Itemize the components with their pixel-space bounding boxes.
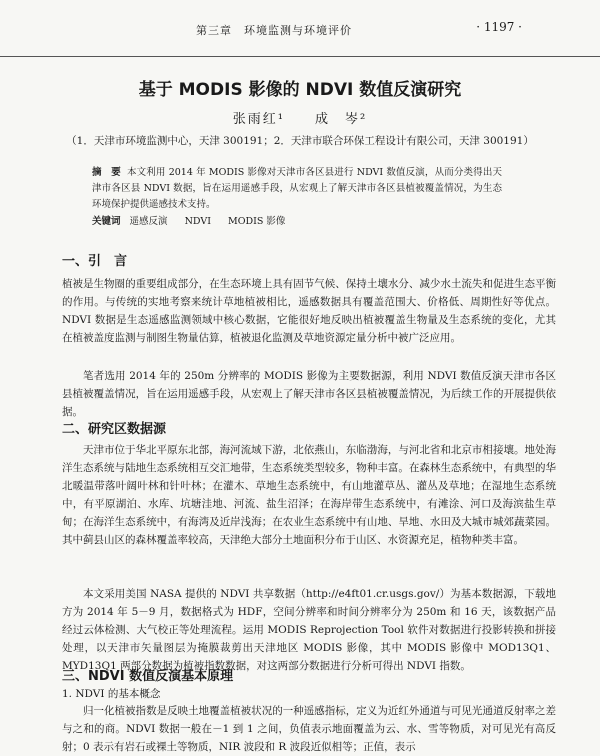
- paragraph: 植被是生物圈的重要组成部分，在生态环境上具有固节气候、保持土壤水分、减少水土流失和促进生态平衡的作用。与传统的实地考察来统计草地植被相比，遥感数据具有覆盖范围大、价格低、周期性好等优点。NDVI 数据是生态遥感监测领域中核心数据，它能很好地反映出植被覆盖生物量及生态系统的变化，尤其在植被盖度监测与制图生物量估算，植被退化监测及草地资源定量分析中被广泛应用。: [62, 278, 556, 344]
- abstract-text: 本文利用 2014 年 MODIS 影像对天津市各区县进行 NDVI 数值反演，从而分类得出天津市各区县 NDVI 数据，旨在运用遥感手段，从宏观上了解天津市各区县植被覆盖情况，为生态环境保护提供遥感技术支持。: [92, 167, 502, 210]
- keyword: MODIS 影像: [228, 216, 286, 227]
- paragraph: 笔者选用 2014 年的 250m 分辨率的 MODIS 影像为主要数据源，利用 NDVI 数值反演天津市各区县植被覆盖情况，旨在运用遥感手段，从宏观上了解天津市各区县植被覆盖情况，为后续工作的开展提供依据。: [62, 370, 556, 418]
- paragraph: 天津市位于华北平原东北部，海河流域下游，北依燕山，东临渤海，与河北省和北京市相接壤。地处海洋生态系统与陆地生态系统相互交汇地带，生态系统类型较多，物种丰富。在森林生态系统中，有典型的华北暖温带落叶阔叶林和针叶林；在灌木、草地生态系统中，有山地灌草丛、灌丛及草地；在湿地生态系统中，有平原湖泊、水库、坑塘洼地、河流、盐生沼泽；在海岸带生态系统中，有滩涂、河口及海滨盐生草甸；在海洋生态系统中，有海湾及近岸浅海；在农业生态系统中有山地、旱地、水田及大城市城郊蔬菜园。其中蓟县山区的森林覆盖率较高，天津绝大部分土地面积分布于山区、水资源充足，植物种类丰富。: [62, 444, 556, 546]
- authors: 张雨红¹ 成 岑²: [232, 112, 368, 127]
- abstract-label: 摘 要: [92, 167, 121, 178]
- page-number: · 1197 ·: [476, 20, 522, 34]
- affiliation: （1．天津市环境监测中心，天津 300191；2．天津市联合环保工程设计有限公司，天津 300191）: [66, 135, 534, 147]
- section-heading-ndvi-principle: 三、NDVI 数值反演基本原理: [62, 669, 234, 684]
- paper-title: 基于 MODIS 影像的 NDVI 数值反演研究: [138, 80, 462, 100]
- section-heading-introduction: 一、引 言: [62, 254, 128, 269]
- abstract: [92, 165, 502, 213]
- keyword: 遥感反演: [129, 216, 168, 227]
- subsection-heading: 1. NDVI 的基本概念: [62, 688, 161, 700]
- running-header: [0, 0, 600, 57]
- chapter-title: 第三章 环境监测与环境评价: [196, 24, 352, 37]
- section-heading-study-area: 二、研究区数据源: [62, 422, 167, 437]
- keywords: [92, 213, 502, 227]
- keyword: NDVI: [184, 216, 211, 227]
- keywords-label: 关键词: [92, 216, 121, 227]
- paragraph: 本文采用美国 NASA 提供的 NDVI 共享数据（http://e4ft01.cr.usgs.gov/）为基本数据源，下载地方为 2014 年 5－9 月，数据格式为 HDF，空间分辨率和时间分辨率分为 250m 和 16 天，该数据产品经过云体检测、大气校正等处理流程。运用 MODIS Reprojection Tool 软件对数据进行投影转换和拼接处理，以天津市矢量图层为掩膜裁剪出天津地区 MODIS 影像，其中 MODIS 影像中 MOD13Q1、MYD13Q1 两部分数据为植被指数数据，对这两部分数据进行分析可得出 NDVI 指数。: [62, 588, 556, 672]
- paragraph: 归一化植被指数是反映土地覆盖植被状况的一种遥感指标，定义为近红外通道与可见光通道反射率之差与之和的商。NDVI 数据一般在－1 到 1 之间，负值表示地面覆盖为云、水、雪等物质，对可见光有高反射；0 表示有岩石或裸土等物质，NIR 波段和 R 波段近似相等；正值，表示: [62, 705, 556, 753]
